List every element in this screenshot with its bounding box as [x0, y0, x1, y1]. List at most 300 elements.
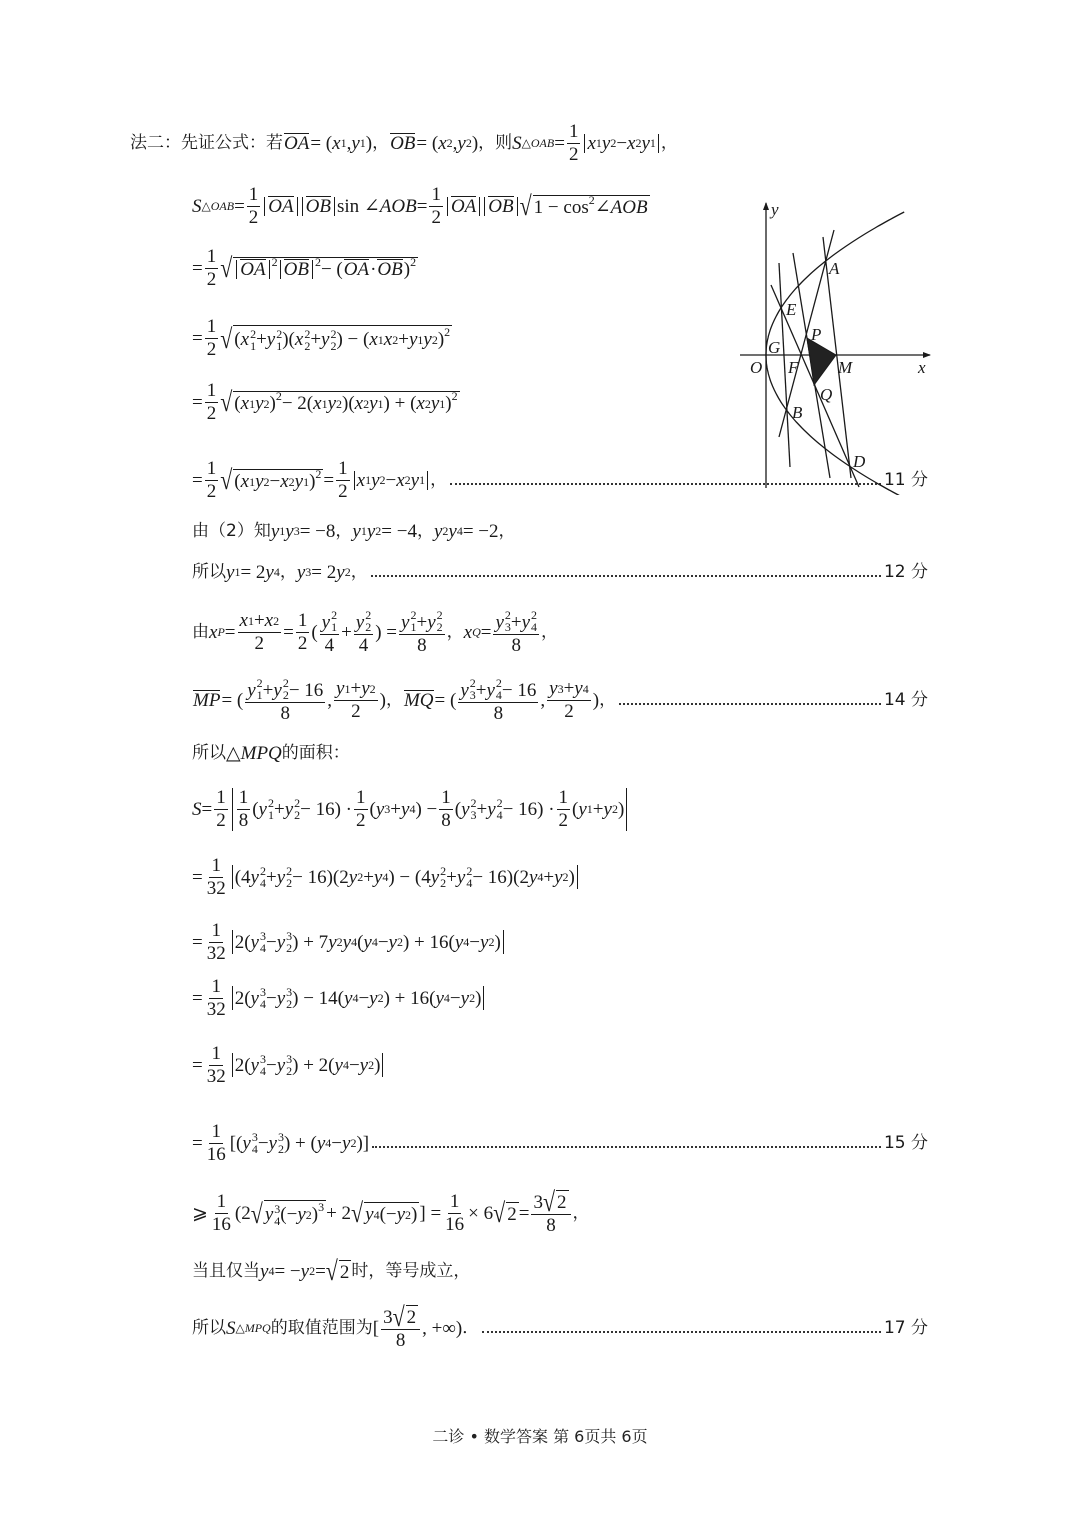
math-variable: x [438, 132, 447, 154]
absolute-value [236, 260, 269, 279]
cjk-text: 的取值范围为 [270, 1317, 373, 1338]
absolute-value [232, 788, 628, 831]
radicand [264, 1200, 326, 1227]
subscript: Q [472, 625, 481, 639]
radical-sign: √ [250, 1196, 263, 1228]
math-text: − [265, 987, 277, 1009]
cjk-text: ， [350, 561, 368, 582]
math-text: 32 [206, 1065, 226, 1087]
subscript: 2 [286, 876, 293, 890]
subscript: 2 [344, 565, 351, 579]
math-text: + [341, 621, 352, 643]
cjk-text: ， [572, 1202, 590, 1223]
math-variable: y [352, 520, 361, 542]
point-label-p: P [811, 325, 822, 344]
radical-sign: √ [220, 463, 233, 495]
math-text: ) [374, 1054, 381, 1076]
math-text: + [390, 798, 401, 820]
math-text: 2 [507, 1204, 517, 1225]
math-variable: y [270, 520, 280, 542]
math-text: ( [234, 329, 241, 350]
numerator [209, 921, 223, 943]
radical-sign: √ [493, 1196, 506, 1228]
subscript: 1 [276, 338, 283, 353]
math-variable: y [316, 1132, 326, 1154]
score-label: 14 分 [883, 689, 928, 710]
square-root [392, 1300, 419, 1332]
radical-sign: √ [392, 1300, 405, 1332]
cjk-text: ， [599, 689, 617, 710]
math-text: ) [403, 259, 411, 280]
math-text: 2 [568, 143, 579, 165]
superscript: 2 [286, 864, 293, 878]
solution-line [192, 607, 559, 656]
subscript: 4 [373, 1207, 380, 1222]
solution-line [192, 854, 580, 899]
numerator [547, 679, 591, 701]
radical-sign: √ [542, 1185, 556, 1217]
superscript: 2 [259, 864, 266, 878]
superscript: 2 [250, 326, 257, 341]
denominator [296, 633, 310, 654]
math-text: 2 [248, 206, 259, 228]
vector: OA [450, 195, 477, 217]
subscript: 4 [259, 876, 266, 890]
subscript: 1 [410, 619, 417, 634]
fraction [336, 459, 350, 502]
math-variable: y [226, 561, 235, 583]
math-text: ) [445, 393, 452, 414]
radical-sign: √ [519, 189, 532, 221]
numerator [215, 1192, 229, 1214]
math-text: ) − 14( [292, 987, 345, 1009]
math-text: = ( [221, 689, 244, 711]
math-variable: AOB [379, 195, 417, 217]
math-text: = −2 [462, 520, 499, 542]
subscript: 1 [360, 524, 367, 538]
numerator [205, 317, 219, 339]
subscript: 4 [409, 802, 416, 816]
math-variable: y [296, 561, 306, 583]
cjk-text: 法二：先证公式：若 [130, 132, 283, 153]
math-text: = ( [434, 689, 457, 711]
numerator [247, 185, 261, 207]
math-text: 16 [211, 1213, 231, 1235]
sup-sub-pair [365, 609, 371, 633]
math-variable: y [250, 1054, 259, 1076]
square-root [220, 251, 418, 283]
math-text: + [262, 679, 274, 701]
denominator [279, 703, 293, 724]
numerator [448, 1192, 462, 1214]
cjk-text: ， [335, 520, 353, 541]
math-text: = − [274, 1260, 301, 1282]
superscript: 3 [259, 929, 266, 943]
subscript: 4 [443, 991, 450, 1005]
math-text: [ [372, 1317, 380, 1339]
math-text: = [192, 987, 203, 1009]
math-text: ( [357, 931, 364, 953]
math-variable: y [327, 393, 336, 414]
math-variable: x [240, 471, 250, 492]
math-variable: x [280, 471, 289, 492]
cjk-text: ， [385, 689, 403, 710]
subscript: 4 [259, 997, 266, 1011]
cjk-text: 的面积： [281, 742, 350, 763]
denominator [544, 1215, 558, 1236]
cjk-text: ， [416, 520, 434, 541]
math-text: 4 [324, 634, 335, 656]
math-text: = [192, 931, 203, 953]
solution-line [192, 183, 650, 228]
math-text: 1 [356, 786, 366, 808]
sup-sub-pair [531, 609, 537, 633]
math-text: = −8 [299, 520, 336, 542]
subscript: 4 [531, 619, 538, 634]
square-root [325, 1254, 352, 1286]
fraction [205, 459, 219, 502]
math-variable: x [356, 469, 366, 491]
subscript: 4 [382, 870, 389, 884]
fraction [458, 677, 538, 724]
fraction [320, 609, 339, 656]
math-text: (2 [234, 1202, 251, 1224]
subscript: 1 [365, 473, 372, 487]
subscript: 2 [436, 619, 443, 634]
math-variable: y [342, 1132, 351, 1154]
math-text: 1 [248, 183, 259, 205]
math-variable: y [268, 1132, 277, 1154]
math-variable: y [258, 798, 267, 820]
vector: OA [240, 259, 266, 280]
math-text: 1 [211, 854, 221, 876]
math-text: 4 [358, 634, 369, 656]
math-text: 2( [234, 931, 251, 953]
subscript: 2 [369, 681, 376, 696]
math-variable: y [460, 987, 470, 1009]
math-text: 2 [216, 809, 226, 831]
math-variable: y [321, 329, 330, 350]
math-variable: y [369, 987, 378, 1009]
subscript: 1 [419, 473, 426, 487]
superscript: 2 [436, 607, 443, 622]
math-text: 8 [238, 809, 249, 831]
math-text: 2 [339, 1262, 350, 1283]
math-text: 2 [206, 338, 217, 360]
fraction [381, 1300, 420, 1351]
subscript: 2 [277, 1142, 284, 1156]
subscript: 2 [488, 935, 495, 949]
math-variable: y [578, 798, 587, 820]
math-text: − 16)(2 [292, 866, 349, 888]
math-variable: S [226, 1317, 236, 1339]
math-text: = [192, 391, 203, 413]
math-variable: y [601, 132, 611, 154]
vector: MP [193, 689, 221, 711]
absolute-value [584, 134, 658, 153]
math-variable: y [255, 393, 264, 414]
math-variable: y [454, 931, 464, 953]
numerator [238, 611, 282, 633]
radicand [339, 1260, 352, 1282]
math-text: − [358, 987, 370, 1009]
denominator [205, 1144, 228, 1165]
vector: OB [305, 195, 331, 217]
subscript: 4 [259, 1064, 266, 1078]
subscript: 1 [247, 613, 254, 628]
math-text: ( [234, 471, 241, 492]
denominator [492, 703, 506, 724]
cjk-text: ， [430, 469, 448, 490]
math-variable: y [528, 866, 538, 888]
math-text: − 2( [281, 393, 314, 414]
math-text: (4 [234, 866, 251, 888]
dotted-leader [372, 1146, 881, 1148]
math-text: )( [282, 329, 295, 350]
subscript: 4 [259, 941, 266, 955]
superscript: 2 [314, 254, 321, 269]
superscript: 2 [504, 607, 511, 622]
numerator [354, 788, 368, 810]
numerator [209, 1122, 223, 1144]
subscript: 2 [379, 473, 386, 487]
math-text: = [554, 132, 565, 154]
math-text: − 16 [288, 679, 324, 701]
radicand [556, 1190, 569, 1213]
superscript: 2 [496, 796, 503, 810]
math-variable: y [410, 469, 420, 491]
subscript: △OAB [521, 136, 555, 150]
math-text: + [543, 866, 555, 888]
subscript: 3 [470, 808, 477, 822]
superscript: 2 [315, 466, 322, 481]
fraction [547, 679, 591, 722]
math-variable: y [574, 677, 583, 699]
math-text: 1 [211, 1042, 221, 1064]
math-text: − [616, 132, 628, 154]
subscript: 2 [375, 524, 382, 538]
subscript: 1 [256, 687, 263, 702]
math-variable: y [273, 679, 282, 701]
math-variable: y [250, 931, 259, 953]
math-variable: y [276, 1054, 286, 1076]
subscript: P [217, 625, 225, 639]
radicand [233, 325, 452, 352]
math-text: ) [568, 866, 575, 888]
superscript: 3 [274, 1201, 281, 1216]
denominator [439, 810, 453, 831]
subscript: 4 [463, 935, 470, 949]
radicand [506, 1202, 519, 1224]
subscript: 1 [279, 524, 286, 538]
superscript: 2 [330, 326, 337, 341]
fraction [238, 611, 282, 654]
math-variable: y [369, 393, 378, 414]
math-text: , [540, 689, 546, 711]
subscript: 3 [504, 619, 511, 634]
subscript: 2 [286, 941, 293, 955]
score-label: 17 分 [883, 1317, 928, 1338]
subscript: 2 [357, 870, 364, 884]
math-text: − [385, 469, 397, 491]
math-text: = ( [310, 132, 333, 154]
subscript: 1 [249, 474, 256, 489]
math-text: + [253, 609, 265, 631]
solution-line [192, 1042, 385, 1087]
math-variable: y [430, 866, 440, 888]
math-variable: y [430, 393, 440, 414]
math-variable: y [486, 679, 495, 701]
math-variable: y [388, 931, 397, 953]
math-text: − [469, 931, 481, 953]
math-text: 1 [216, 1190, 227, 1212]
math-variable: y [351, 132, 360, 154]
math-text: )( [342, 393, 355, 414]
vector: OA [268, 195, 294, 217]
numerator [399, 609, 445, 635]
math-text: [( [229, 1132, 243, 1154]
subscript: 1 [344, 681, 351, 696]
solution-line [192, 675, 928, 724]
cjk-text: ． [462, 1317, 480, 1338]
math-text: 1 − cos [533, 197, 589, 218]
solution-line [192, 1185, 590, 1236]
math-text: ) + ( [283, 1132, 317, 1154]
denominator [510, 635, 524, 656]
math-text: − [265, 1054, 277, 1076]
numerator [493, 609, 539, 635]
fraction [557, 788, 571, 831]
denominator [349, 701, 363, 722]
math-variable: x [627, 132, 636, 154]
superscript: 2 [271, 254, 278, 269]
math-variable: y [300, 1260, 310, 1282]
numerator [531, 1185, 570, 1217]
math-variable: y [255, 471, 264, 492]
math-text: ) [617, 798, 625, 820]
math-text: 8 [395, 1330, 406, 1351]
math-text: − 16)(2 [472, 866, 529, 888]
math-variable: y [456, 866, 466, 888]
subscript: 2 [611, 802, 618, 816]
square-root [519, 189, 650, 221]
math-variable: MPQ [240, 742, 282, 764]
math-text: ) [471, 132, 479, 154]
solution-line [192, 511, 516, 551]
subscript: 1 [377, 332, 384, 347]
math-text: + [256, 329, 267, 350]
solution-line [192, 733, 350, 773]
subscript: 1 [377, 396, 384, 411]
superscript: 2 [410, 254, 417, 269]
math-text: 1 [238, 786, 249, 808]
subscript: 2 [610, 136, 617, 150]
math-text: + [592, 798, 604, 820]
numerator [209, 856, 223, 878]
math-text: = [518, 1202, 530, 1224]
fraction [210, 1192, 233, 1235]
subscript: 2 [469, 991, 476, 1005]
fraction [205, 977, 228, 1020]
math-variable: y [549, 677, 558, 699]
math-text: 1 [206, 315, 217, 337]
math-text: ) + ( [383, 393, 417, 414]
math-variable: y [342, 931, 352, 953]
subscript: 1 [649, 136, 656, 150]
absolute-value [302, 197, 335, 216]
solution-line [192, 1251, 470, 1291]
math-text: = [416, 195, 428, 217]
math-variable: y [375, 798, 385, 820]
fraction [334, 679, 378, 722]
superscript: 2 [275, 388, 282, 403]
cjk-text: ， [279, 561, 297, 582]
subscript: 3 [293, 524, 300, 538]
subscript: 1 [234, 565, 241, 579]
subscript: 1 [267, 808, 274, 822]
cjk-text: 由 [192, 621, 209, 642]
subscript: 2 [431, 332, 438, 347]
math-variable: y [260, 1260, 269, 1282]
math-text: ) + 16( [402, 931, 455, 953]
dotted-leader [482, 1331, 881, 1333]
math-text: 1 [211, 919, 221, 941]
math-text: + [398, 329, 409, 350]
math-variable: y [336, 677, 345, 699]
subscript: 2 [263, 396, 270, 411]
fraction [429, 185, 443, 228]
subscript: 2 [392, 332, 399, 347]
subscript: 2 [442, 524, 449, 538]
math-text: + [416, 611, 428, 633]
subscript: 2 [288, 474, 295, 489]
math-text: + [446, 866, 457, 888]
superscript: 3 [318, 1199, 325, 1214]
math-text: ) − (4 [388, 866, 431, 888]
superscript: 2 [256, 675, 263, 690]
fraction [439, 788, 453, 831]
math-text: ) [592, 689, 600, 711]
math-text: ) + 16( [383, 987, 436, 1009]
point-label-d: D [853, 452, 866, 471]
math-variable: x [354, 393, 364, 414]
math-text: − 16) · [502, 798, 555, 820]
subscript: 4 [342, 1058, 349, 1072]
fraction [205, 317, 219, 360]
math-text: − [265, 931, 277, 953]
numerator [557, 788, 571, 810]
math-text: 1 [431, 183, 441, 205]
superscript: 2 [495, 675, 502, 690]
math-text: · [370, 259, 377, 280]
subscript: 2 [396, 935, 403, 949]
superscript: 2 [331, 607, 338, 622]
math-text: , [346, 132, 352, 154]
sup-sub-pair [437, 609, 443, 633]
math-variable: x [587, 132, 596, 154]
math-text: 2 [406, 1307, 417, 1328]
math-text: + [273, 798, 285, 820]
absolute-value [232, 930, 504, 954]
numerator [214, 788, 228, 810]
point-label-q: Q [820, 385, 833, 404]
solution-line [192, 919, 506, 964]
fraction [354, 609, 373, 656]
point-label-a: A [829, 259, 840, 278]
subscript: 2 [286, 1064, 293, 1078]
point-label-o: O [750, 358, 763, 377]
math-variable: y [448, 520, 457, 542]
